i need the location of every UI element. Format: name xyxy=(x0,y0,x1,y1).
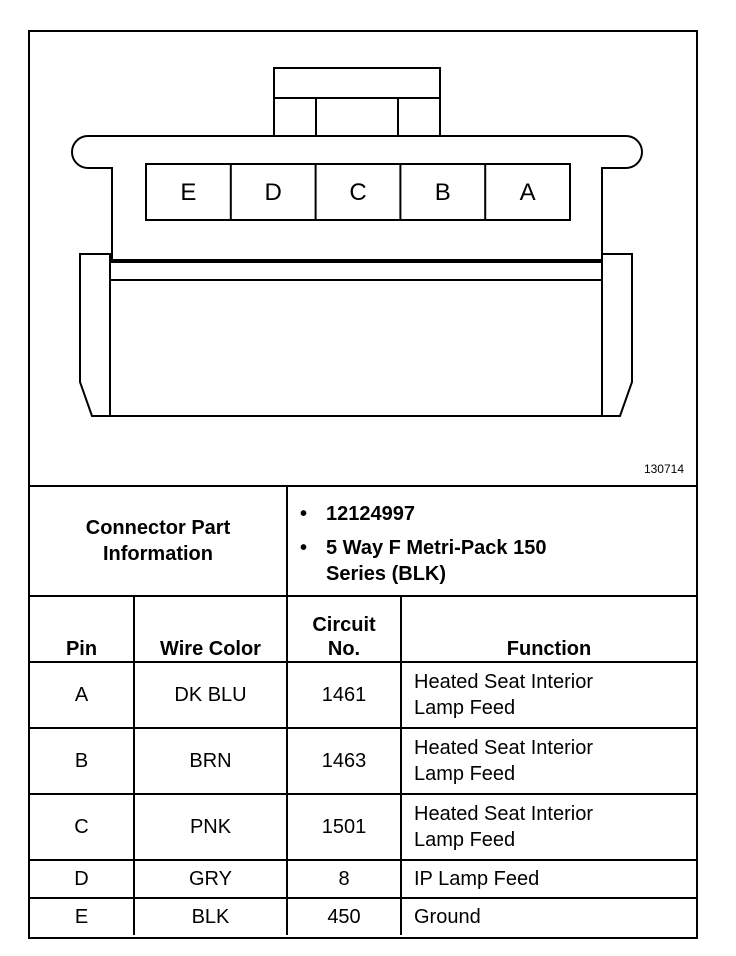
cell-pin: A xyxy=(30,662,134,728)
cell-circuit: 1461 xyxy=(287,662,401,728)
cell-wire-color: PNK xyxy=(134,794,287,860)
latch-top xyxy=(274,68,440,98)
connector-figure xyxy=(30,32,696,485)
right-side-rail xyxy=(602,254,632,416)
cell-circuit: 1463 xyxy=(287,728,401,794)
table-header xyxy=(30,596,696,662)
header-function: Function xyxy=(401,596,696,662)
connector-table xyxy=(30,485,696,935)
pin-cells xyxy=(180,164,535,220)
pin-label-d: D xyxy=(264,179,282,206)
pin-label-e: E xyxy=(180,179,197,206)
cell-function: Heated Seat Interior Lamp Feed xyxy=(401,794,696,860)
connector-part-label: Connector Part Information xyxy=(30,486,287,596)
figure-id: 130714 xyxy=(643,462,684,476)
cell-circuit: 1501 xyxy=(287,794,401,860)
latch-body xyxy=(274,98,440,136)
header-wire-color: Wire Color xyxy=(134,596,287,662)
table-row xyxy=(30,662,696,728)
cell-function: Heated Seat Interior Lamp Feed xyxy=(401,728,696,794)
cell-function: IP Lamp Feed xyxy=(401,860,696,898)
part-number: • 12124997 xyxy=(300,501,696,527)
cell-pin: E xyxy=(30,898,134,935)
part-description: • 5 Way F Metri-Pack 150 Series (BLK) xyxy=(300,535,696,587)
cell-function: Heated Seat Interior Lamp Feed xyxy=(401,662,696,728)
cell-wire-color: BLK xyxy=(134,898,287,935)
cell-wire-color: DK BLU xyxy=(134,662,287,728)
header-circuit: Circuit No. xyxy=(287,596,401,662)
left-side-rail xyxy=(80,254,110,416)
pin-label-c: C xyxy=(349,179,367,206)
cell-pin: D xyxy=(30,860,134,898)
table-row xyxy=(30,728,696,794)
cell-wire-color: GRY xyxy=(134,860,287,898)
housing-body xyxy=(110,280,602,416)
document-frame xyxy=(28,30,698,939)
table-row xyxy=(30,898,696,935)
cell-circuit: 450 xyxy=(287,898,401,935)
cell-pin: C xyxy=(30,794,134,860)
cell-circuit: 8 xyxy=(287,860,401,898)
header-pin: Pin xyxy=(30,596,134,662)
connector-drawing xyxy=(30,32,696,485)
pin-label-b: B xyxy=(434,179,451,206)
table-row xyxy=(30,794,696,860)
table-row xyxy=(30,860,696,898)
connector-part-info xyxy=(287,486,696,596)
pin-label-a: A xyxy=(519,179,536,206)
cell-function: Ground xyxy=(401,898,696,935)
cell-pin: B xyxy=(30,728,134,794)
cell-wire-color: BRN xyxy=(134,728,287,794)
